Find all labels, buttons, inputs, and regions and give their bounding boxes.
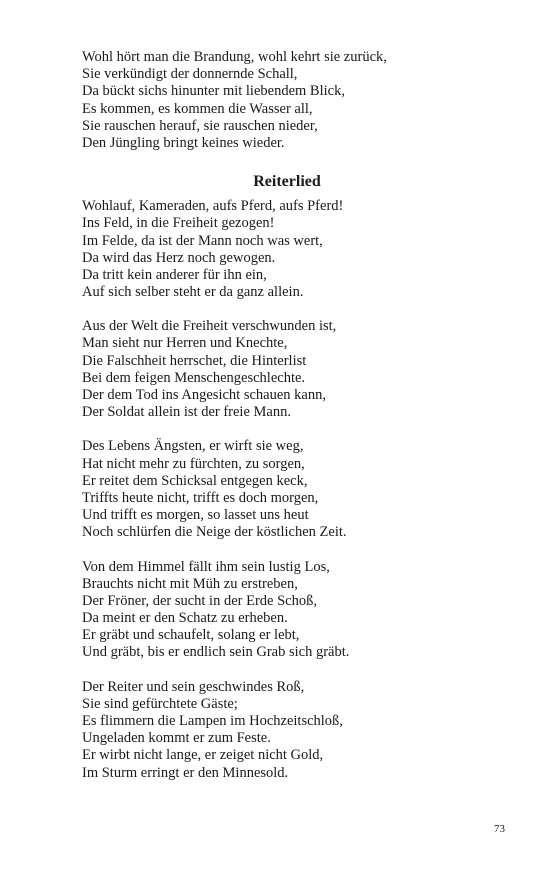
verse-line: Im Sturm erringt er den Minnesold.	[82, 764, 289, 781]
verse-line: Er wirbt nicht lange, er zeiget nicht Gold,	[82, 747, 324, 764]
verse-line: Der dem Tod ins Angesicht schauen kann,	[82, 387, 326, 403]
stanza-2	[82, 318, 482, 421]
verse-line: Der Soldat allein ist der freie Mann.	[82, 404, 291, 421]
verse-line: Ungeladen kommt er zum Feste.	[82, 730, 271, 747]
verse-line: Er reitet dem Schicksal entgegen keck,	[82, 472, 308, 489]
stanza-4	[82, 559, 482, 662]
verse-line: Wohl hört man die Brandung, wohl kehrt sie zurück,	[82, 49, 387, 65]
verse-line: Ins Feld, in die Freiheit gezogen!	[82, 215, 275, 232]
verse-line: Im Felde, da ist der Mann noch was wert,	[82, 232, 323, 249]
verse-line: Sie verkündigt der donnernde Schall,	[82, 66, 298, 83]
verse-line: Brauchts nicht mit Müh zu erstreben,	[82, 575, 298, 592]
book-page	[82, 49, 482, 799]
verse-line: Hat nicht mehr zu fürchten, zu sorgen,	[82, 455, 305, 472]
stanza-5	[82, 679, 482, 782]
verse-line: Der Reiter und sein geschwindes Roß,	[82, 678, 305, 695]
verse-line: Sie rauschen herauf, sie rauschen nieder,	[82, 117, 318, 134]
verse-line: Er gräbt und schaufelt, solang er lebt,	[82, 627, 300, 644]
verse-line: Da wird das Herz noch gewogen.	[82, 249, 276, 266]
verse-line: Da meint er den Schatz zu erheben.	[82, 610, 288, 627]
verse-line: Auf sich selber steht er da ganz allein.	[82, 284, 304, 301]
verse-line: Es kommen, es kommen die Wasser all,	[82, 100, 313, 117]
verse-line: Der Fröner, der sucht in der Erde Schoß,	[82, 592, 317, 609]
verse-line: Von dem Himmel fällt ihm sein lustig Los,	[82, 558, 330, 575]
verse-line: Den Jüngling bringt keines wieder.	[82, 134, 285, 151]
stanza-3	[82, 438, 482, 541]
page-number: 73	[494, 823, 505, 835]
verse-line: Da tritt kein anderer für ihn ein,	[82, 266, 267, 283]
verse-line: Es flimmern die Lampen im Hochzeitschloß,	[82, 713, 343, 729]
verse-line: Und gräbt, bis er endlich sein Grab sich gräbt.	[82, 644, 350, 661]
verse-line: Sie sind gefürchtete Gäste;	[82, 695, 238, 712]
verse-line: Die Falschheit herrschet, die Hinterlist	[82, 352, 307, 369]
verse-line: Triffts heute nicht, trifft es doch morgen,	[82, 489, 319, 506]
verse-line: Bei dem feigen Menschengeschlechte.	[82, 369, 306, 386]
verse-line: Aus der Welt die Freiheit verschwunden ist,	[82, 318, 337, 335]
poem-title: Reiterlied	[253, 173, 321, 191]
verse-line: Noch schlürfen die Neige der köstlichen Zeit.	[82, 524, 347, 541]
intro-stanza	[82, 49, 482, 152]
stanza-1	[82, 198, 482, 301]
verse-line: Da bückt sichs hinunter mit liebendem Blick,	[82, 83, 345, 100]
verse-line: Wohlauf, Kameraden, aufs Pferd, aufs Pferd!	[82, 198, 344, 215]
verse-line: Und trifft es morgen, so lasset uns heut	[82, 507, 309, 524]
verse-line: Man sieht nur Herren und Knechte,	[82, 335, 288, 352]
verse-line: Des Lebens Ängsten, er wirft sie weg,	[82, 438, 304, 455]
